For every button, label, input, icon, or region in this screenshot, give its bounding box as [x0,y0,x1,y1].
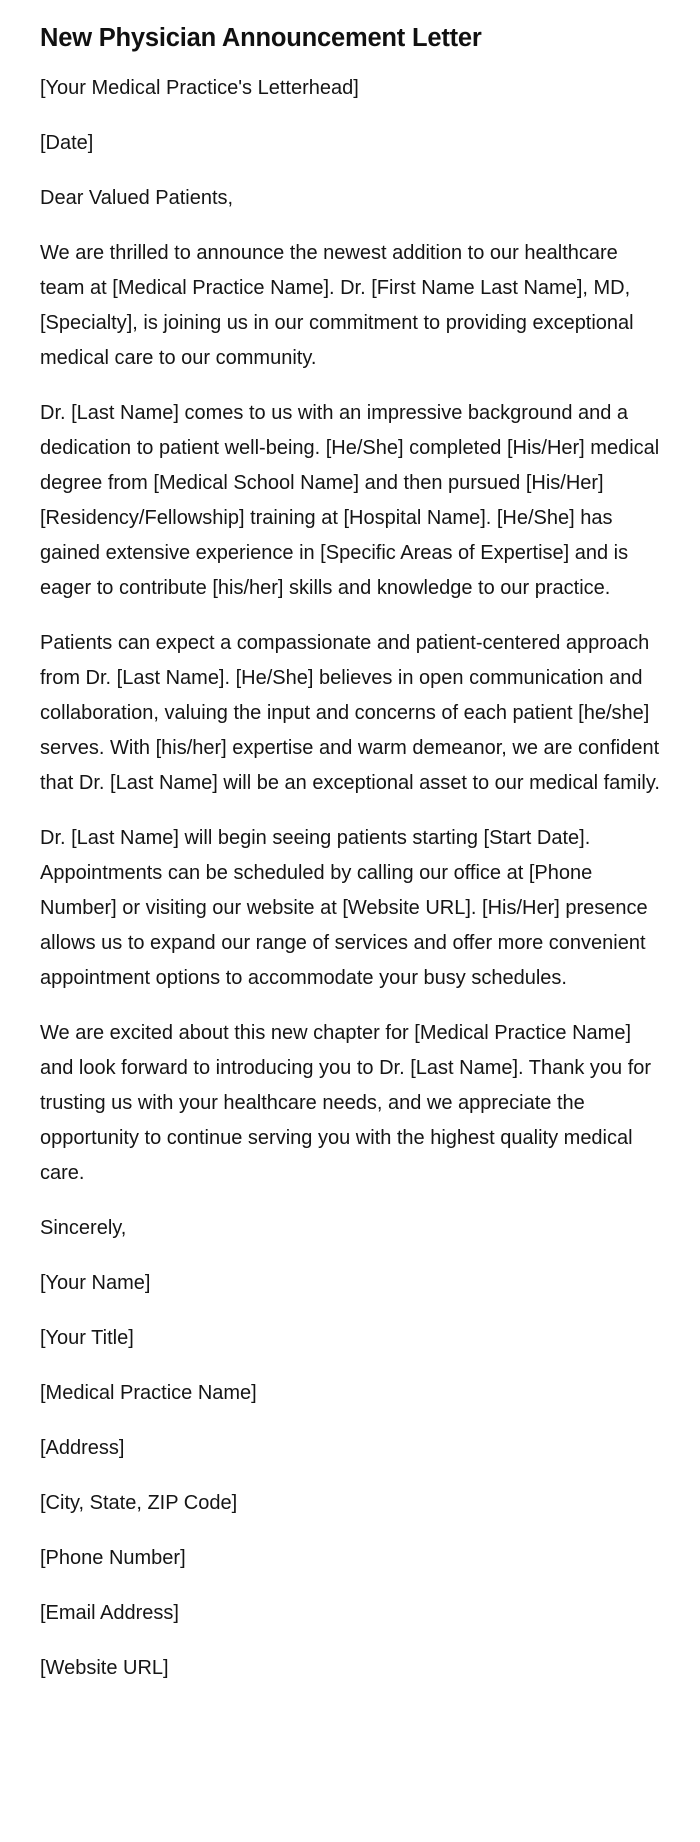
body-paragraph-1: We are thrilled to announce the newest addition to our healthcare team at [Medical Practice Name]. Dr. [First Name Last Name], MD, [Specialty], is joining us in our commitment to providing exceptional medical care to our community. [40,242,634,369]
letterhead-placeholder: [Your Medical Practice's Letterhead] [40,77,359,99]
date-placeholder: [Date] [40,132,94,154]
body-paragraph-2: Dr. [Last Name] comes to us with an impressive background and a dedication to patient well-being. [He/She] completed [His/Her] medical degree from [Medical School Name] and then pursued [His/Her] [Residency/Fellowship] training at [Hospital Name]. [He/She] has gained extensive experience in [Specific Areas of Expertise] and is eager to contribute [his/her] skills and knowledge to our practice. [40,402,660,599]
signature-name: [Your Name] [40,1272,151,1294]
signature-title: [Your Title] [40,1327,134,1349]
signature-practice: [Medical Practice Name] [40,1382,257,1404]
signature-website: [Website URL] [40,1657,169,1679]
body-paragraph-4: Dr. [Last Name] will begin seeing patients starting [Start Date]. Appointments can be scheduled by calling our office at [Phone Number] or visiting our website at [Website URL]. [His/Her] presence allows us to expand our range of services and offer more convenient appointment options to accommodate your busy schedules. [40,827,648,989]
signature-email: [Email Address] [40,1602,179,1624]
letter-body [40,71,662,1686]
signature-phone: [Phone Number] [40,1547,186,1569]
body-paragraph-3: Patients can expect a compassionate and patient-centered approach from Dr. [Last Name]. [He/She] believes in open communication and collaboration, valuing the input and concerns of each patient [he/she] serves. With [his/her] expertise and warm demeanor, we are confident that Dr. [Last Name] will be an exceptional asset to our medical family. [40,632,660,794]
page-title: New Physician Announcement Letter [40,24,482,52]
salutation: Dear Valued Patients, [40,187,234,209]
closing: Sincerely, [40,1217,127,1239]
body-paragraph-5: We are excited about this new chapter for [Medical Practice Name] and look forward to introducing you to Dr. [Last Name]. Thank you for trusting us with your healthcare needs, and we appreciate the opportunity to continue serving you with the highest quality medical care. [40,1022,652,1184]
signature-address: [Address] [40,1437,125,1459]
signature-city-state-zip: [City, State, ZIP Code] [40,1492,238,1514]
